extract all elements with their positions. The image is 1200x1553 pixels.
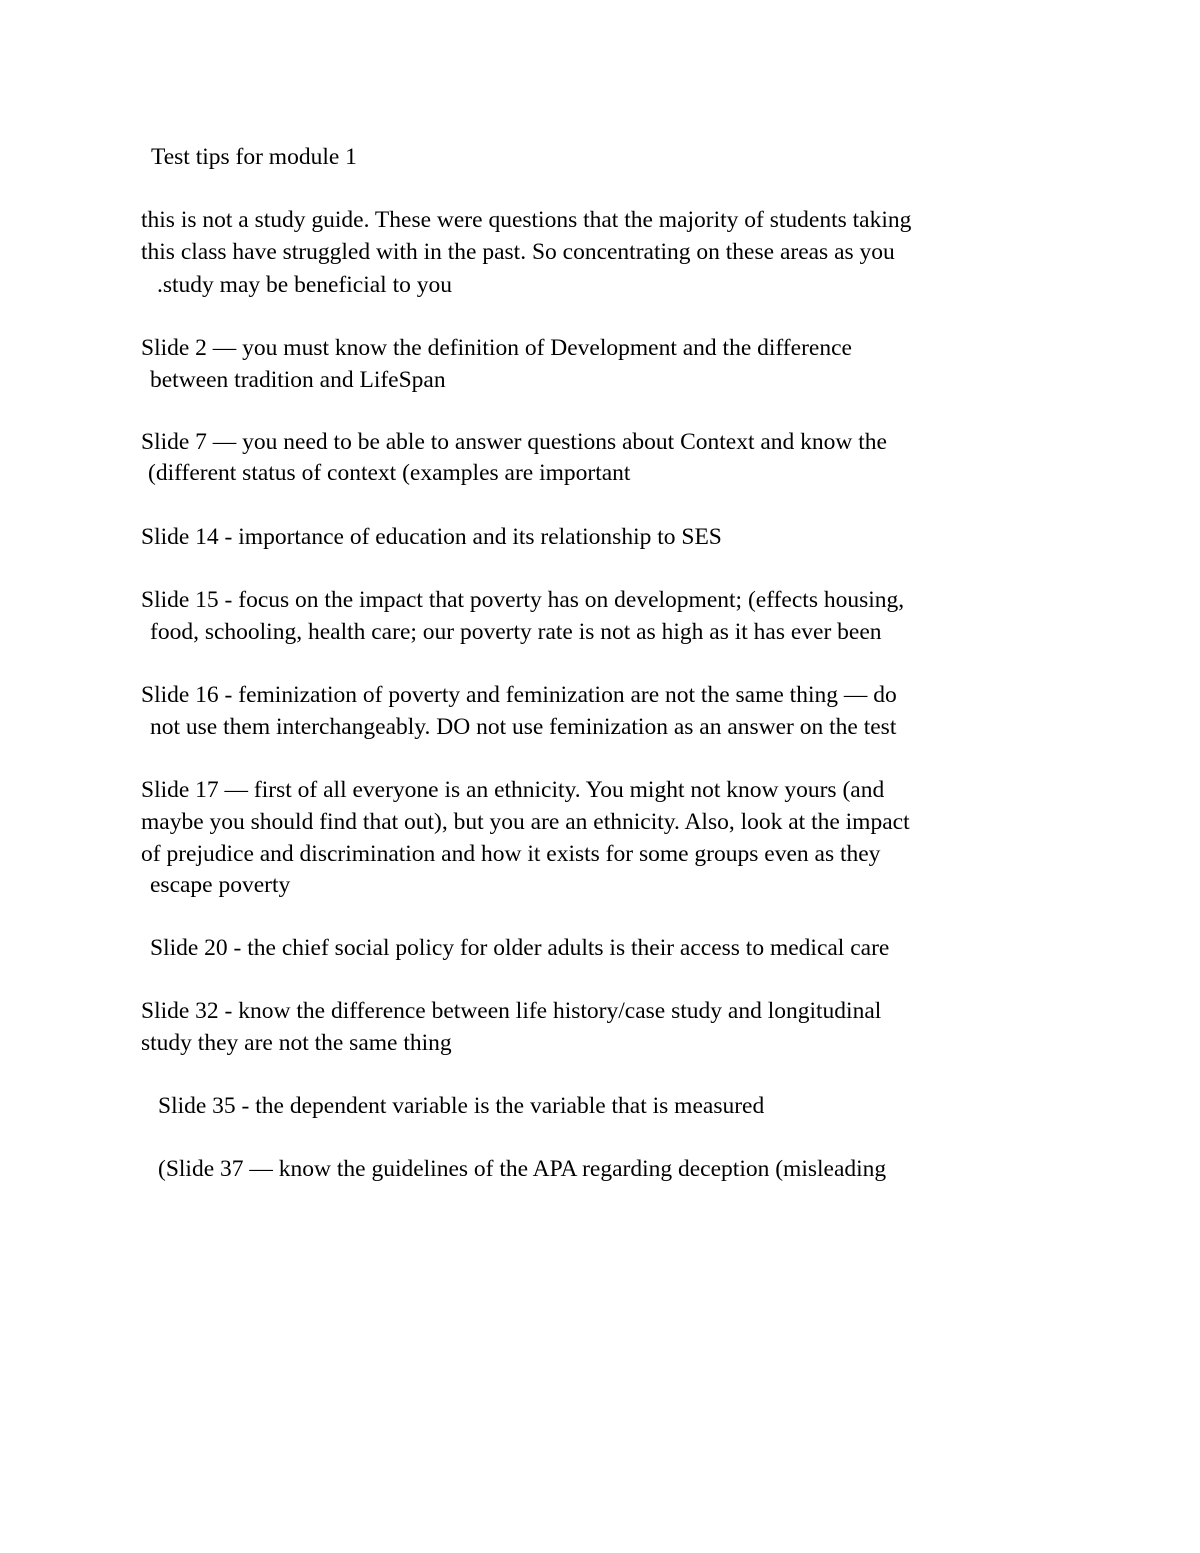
- slide-32-line: study they are not the same thing: [141, 1030, 452, 1056]
- slide-17-line: of prejudice and discrimination and how it exists for some groups even as they: [141, 841, 881, 867]
- slide-35-line: Slide 35 - the dependent variable is the variable that is measured: [158, 1093, 765, 1119]
- slide-7-line: Slide 7 — you need to be able to answer questions about Context and know the: [141, 429, 887, 455]
- slide-17-line: escape poverty: [150, 872, 291, 898]
- slide-2-line: Slide 2 — you must know the definition of Development and the difference: [141, 335, 852, 361]
- slide-32-line: Slide 32 - know the difference between life history/case study and longitudinal: [141, 998, 882, 1024]
- slide-20-line: Slide 20 - the chief social policy for older adults is their access to medical care: [150, 935, 890, 961]
- intro-line: .study may be beneficial to you: [157, 272, 452, 298]
- slide-7-line: (different status of context (examples are important: [148, 460, 631, 486]
- slide-16-line: not use them interchangeably. DO not use feminization as an answer on the test: [150, 714, 897, 740]
- slide-17-line: Slide 17 — first of all everyone is an ethnicity. You might not know yours (and: [141, 777, 885, 803]
- intro-line: this class have struggled with in the past. So concentrating on these areas as you: [141, 239, 895, 265]
- intro-line: this is not a study guide. These were questions that the majority of students taking: [141, 207, 912, 233]
- document-title: Test tips for module 1: [151, 144, 357, 170]
- slide-15-line: food, schooling, health care; our poverty rate is not as high as it has ever been: [150, 619, 882, 645]
- slide-17-line: maybe you should find that out), but you are an ethnicity. Also, look at the impact: [141, 809, 910, 835]
- slide-14-line: Slide 14 - importance of education and its relationship to SES: [141, 524, 722, 550]
- slide-2-line: between tradition and LifeSpan: [150, 367, 446, 393]
- slide-16-line: Slide 16 - feminization of poverty and feminization are not the same thing — do: [141, 682, 897, 708]
- slide-37-line: (Slide 37 — know the guidelines of the APA regarding deception (misleading: [158, 1156, 887, 1182]
- slide-15-line: Slide 15 - focus on the impact that poverty has on development; (effects housing,: [141, 587, 905, 613]
